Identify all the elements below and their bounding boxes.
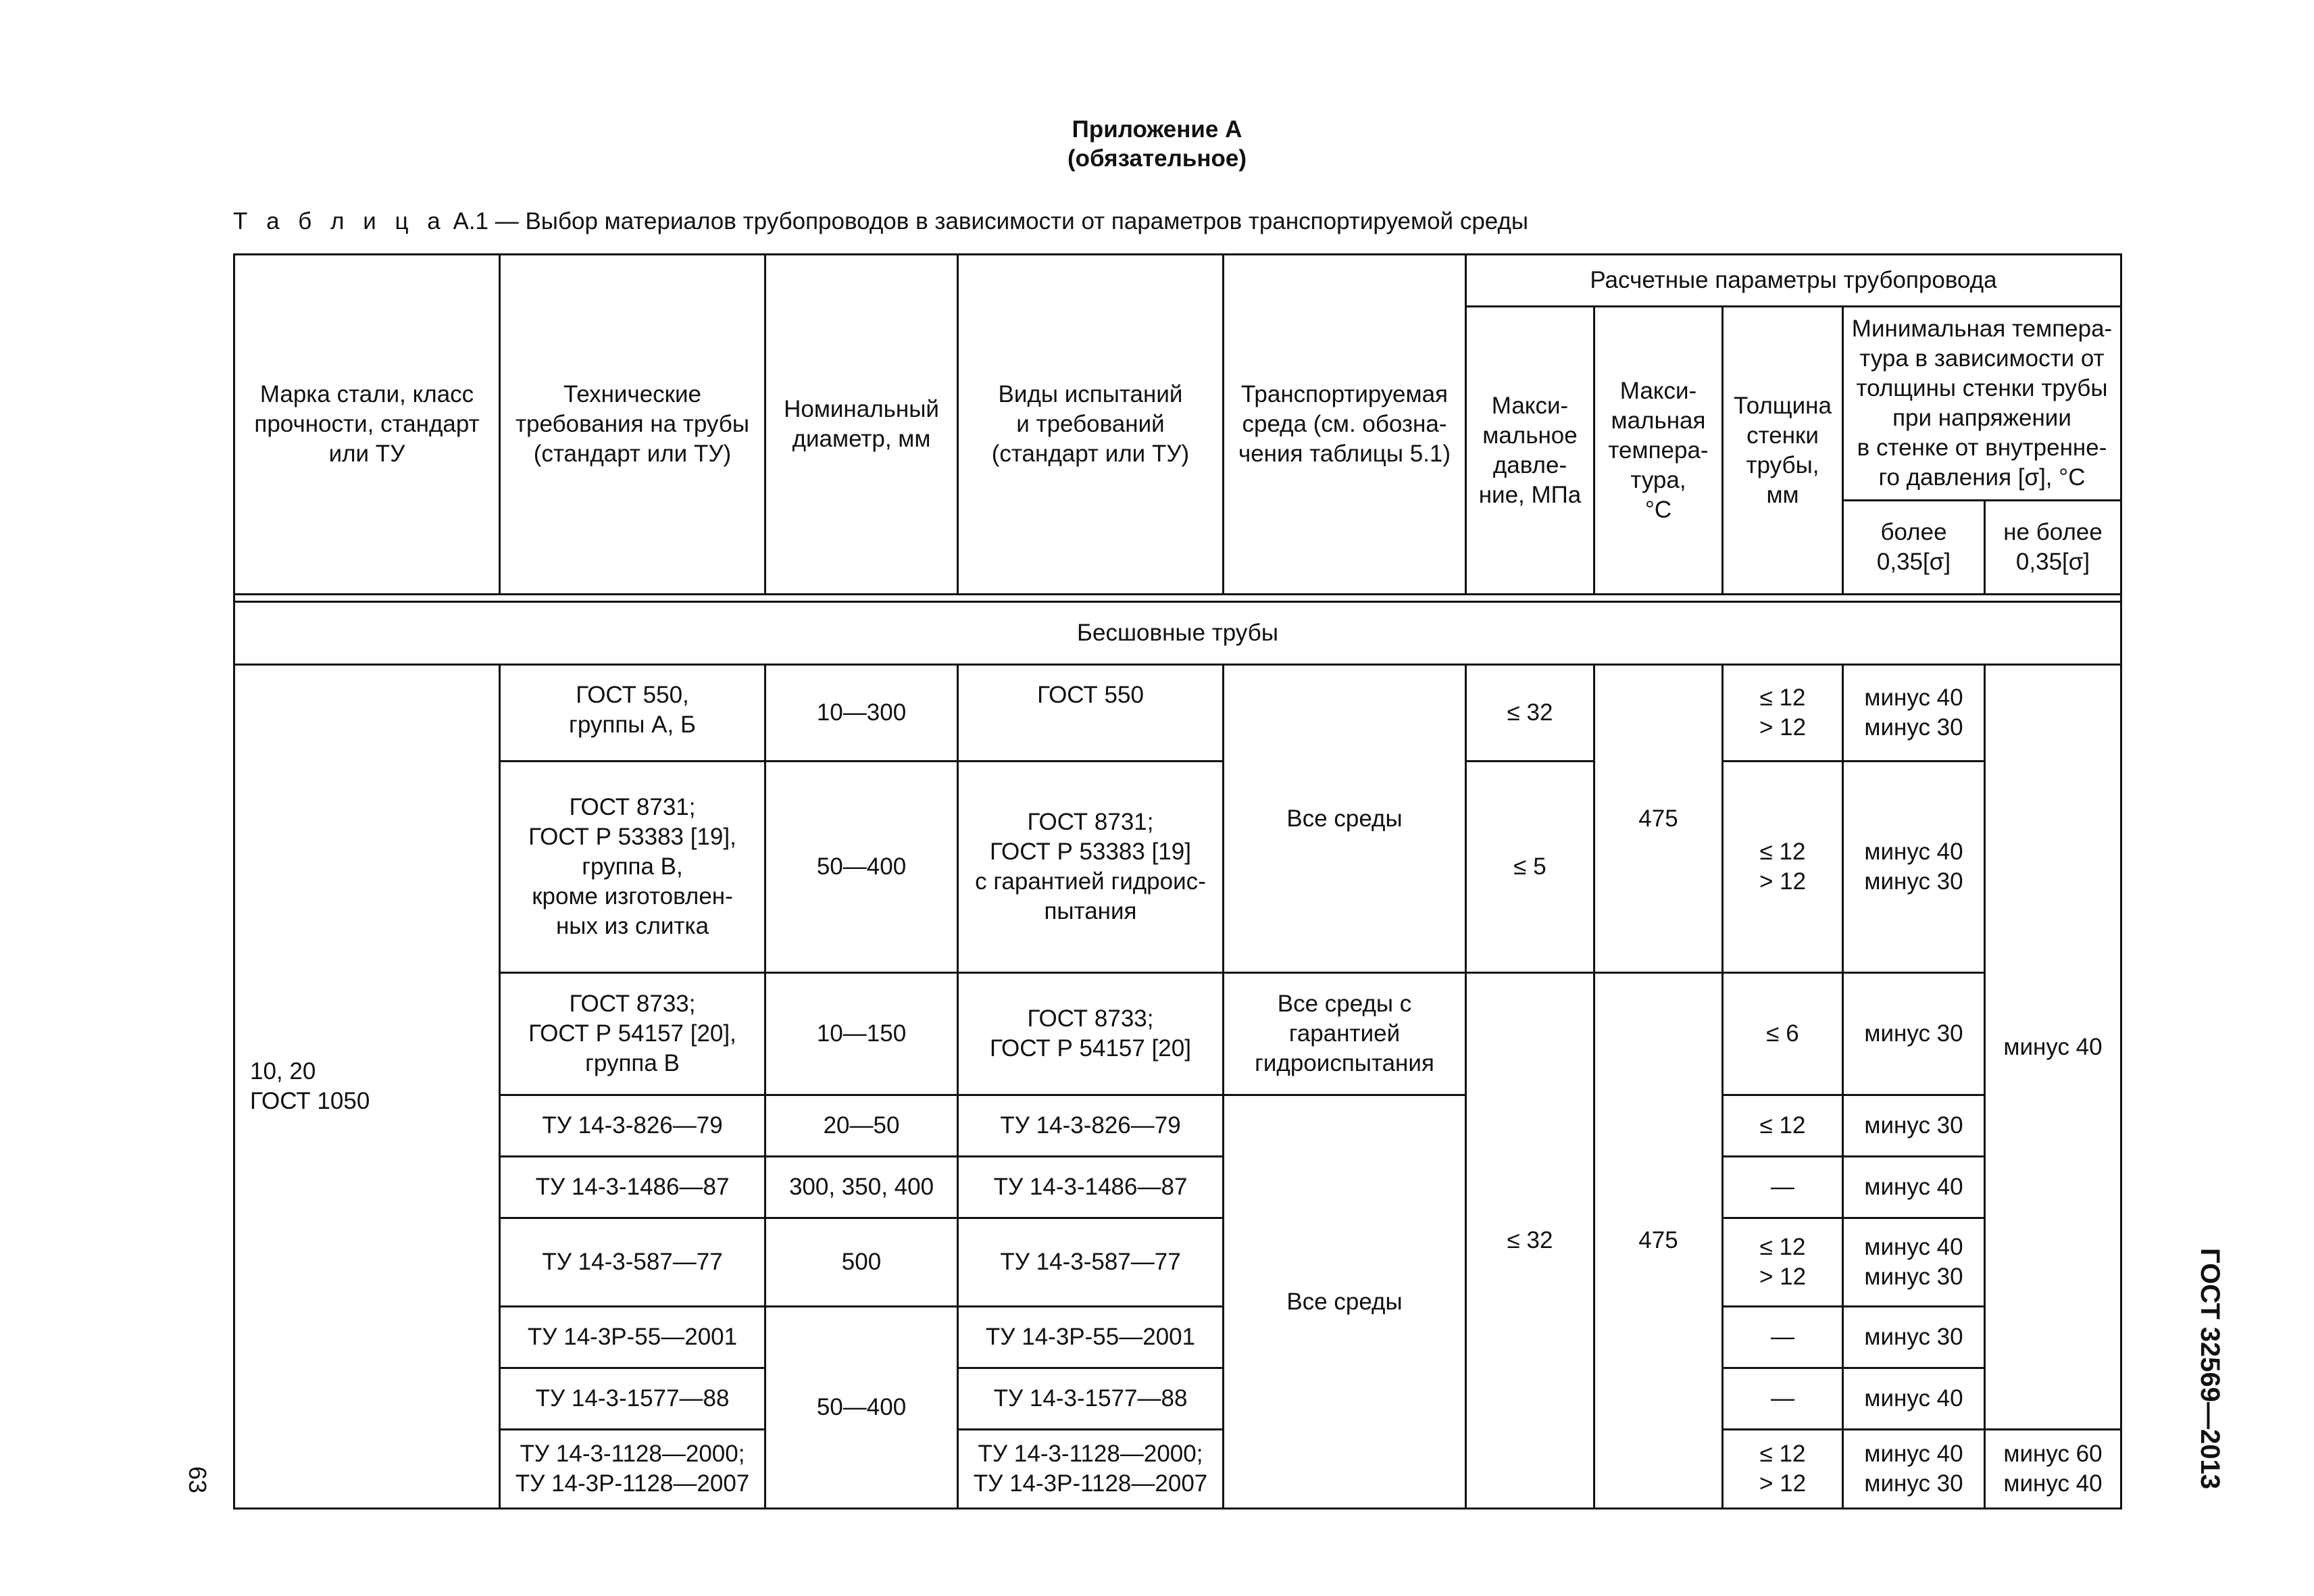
caption-label: Т а б л и ц а bbox=[233, 208, 447, 234]
tests-cell: ГОСТ 550 bbox=[958, 665, 1224, 762]
table-row bbox=[234, 1157, 2121, 1218]
pressure-cell: ≤ 32 bbox=[1466, 665, 1594, 762]
table-row bbox=[234, 973, 2121, 1095]
tests-cell: ТУ 14-3-1486—87 bbox=[958, 1157, 1224, 1218]
wall-cell: ≤ 12 > 12 bbox=[1723, 1430, 1843, 1509]
table-row bbox=[234, 665, 2121, 762]
tech-cell: ТУ 14-3-1486—87 bbox=[500, 1157, 765, 1218]
table-row bbox=[234, 1430, 2121, 1509]
diameter-cell: 50—400 bbox=[765, 762, 958, 973]
steel-grade: 10, 20 ГОСТ 1050 bbox=[234, 665, 500, 1509]
wall-cell: ≤ 12 > 12 bbox=[1723, 665, 1843, 762]
over-cell: минус 30 bbox=[1843, 1095, 1985, 1157]
header-over: более 0,35[σ] bbox=[1843, 501, 1985, 595]
wall-cell: — bbox=[1723, 1368, 1843, 1430]
wall-cell: ≤ 12 > 12 bbox=[1723, 1218, 1843, 1307]
diameter-cell: 10—300 bbox=[765, 665, 958, 762]
header-tests: Виды испытаний и требований (стандарт или ТУ) bbox=[958, 255, 1224, 595]
tests-cell: ГОСТ 8733; ГОСТ Р 54157 [20] bbox=[958, 973, 1224, 1095]
tech-cell: ТУ 14-3-587—77 bbox=[500, 1218, 765, 1307]
medium-cell: Все среды bbox=[1224, 1095, 1466, 1509]
temp-cell: 475 bbox=[1594, 665, 1723, 973]
wall-cell: ≤ 12 > 12 bbox=[1723, 762, 1843, 973]
document-code-text: ГОСТ 32569—2013 bbox=[2194, 1247, 2225, 1489]
wall-cell: — bbox=[1723, 1157, 1843, 1218]
over-cell: минус 40 bbox=[1843, 1368, 1985, 1430]
header-tech: Технические требования на трубы (стандарт или ТУ) bbox=[500, 255, 765, 595]
header-max-temp: Макси- мальная темпера- тура, °С bbox=[1594, 307, 1723, 595]
header-gap bbox=[234, 595, 2121, 602]
header-row-1 bbox=[234, 255, 2121, 307]
page-number-text: 63 bbox=[183, 1466, 211, 1494]
header-not-over: не более 0,35[σ] bbox=[1985, 501, 2121, 595]
tech-cell: ТУ 14-3Р-55—2001 bbox=[500, 1307, 765, 1368]
appendix-title: Приложение А bbox=[1072, 116, 1242, 143]
document-code bbox=[2189, 1247, 2230, 1490]
pressure-cell: ≤ 32 bbox=[1466, 973, 1594, 1509]
medium-cell: Все среды bbox=[1224, 665, 1466, 973]
tests-cell: ТУ 14-3-1128—2000; ТУ 14-3Р-1128—2007 bbox=[958, 1430, 1224, 1509]
tech-cell: ГОСТ 550, группы А, Б bbox=[500, 665, 765, 762]
table-row bbox=[234, 1095, 2121, 1157]
tests-cell: ТУ 14-3-1577—88 bbox=[958, 1368, 1224, 1430]
header-calc-params: Расчетные параметры трубопровода bbox=[1466, 255, 2121, 307]
table-row bbox=[234, 1307, 2121, 1368]
over-cell: минус 40 минус 30 bbox=[1843, 762, 1985, 973]
section-title: Бесшовные трубы bbox=[234, 602, 2121, 665]
medium-cell: Все среды с гарантией гидроиспытания bbox=[1224, 973, 1466, 1095]
over-cell: минус 30 bbox=[1843, 1307, 1985, 1368]
temp-cell: 475 bbox=[1594, 973, 1723, 1509]
over-cell: минус 40 минус 30 bbox=[1843, 665, 1985, 762]
appendix-status: (обязательное) bbox=[1067, 145, 1247, 172]
wall-cell: ≤ 6 bbox=[1723, 973, 1843, 1095]
header-steel: Марка стали, класс прочности, стандарт или ТУ bbox=[234, 255, 500, 595]
caption-text: А.1 — Выбор материалов трубопроводов в зависимости от параметров транспортируемой среды bbox=[453, 208, 1529, 234]
tech-cell: ТУ 14-3-1577—88 bbox=[500, 1368, 765, 1430]
wall-cell: ≤ 12 bbox=[1723, 1095, 1843, 1157]
tests-cell: ТУ 14-3-826—79 bbox=[958, 1095, 1224, 1157]
page-number bbox=[177, 1453, 218, 1507]
diameter-cell: 500 bbox=[765, 1218, 958, 1307]
table-caption bbox=[233, 208, 1528, 235]
table-row bbox=[234, 1368, 2121, 1430]
gap-cell bbox=[234, 595, 2121, 602]
over-cell: минус 40 bbox=[1843, 1157, 1985, 1218]
tech-cell: ГОСТ 8731; ГОСТ Р 53383 [19], группа В, кроме изготовлен- ных из слитка bbox=[500, 762, 765, 973]
tests-cell: ТУ 14-3-587—77 bbox=[958, 1218, 1224, 1307]
over-cell: минус 40 минус 30 bbox=[1843, 1218, 1985, 1307]
over-cell: минус 40 минус 30 bbox=[1843, 1430, 1985, 1509]
wall-cell: — bbox=[1723, 1307, 1843, 1368]
tech-cell: ГОСТ 8733; ГОСТ Р 54157 [20], группа В bbox=[500, 973, 765, 1095]
tech-cell: ТУ 14-3-826—79 bbox=[500, 1095, 765, 1157]
not-over-cell: минус 60 минус 40 bbox=[1985, 1430, 2121, 1509]
table-row bbox=[234, 1218, 2121, 1307]
not-over-cell: минус 40 bbox=[1985, 665, 2121, 1430]
pressure-cell: ≤ 5 bbox=[1466, 762, 1594, 973]
diameter-cell: 10—150 bbox=[765, 973, 958, 1095]
header-wall: Толщина стенки трубы, мм bbox=[1723, 307, 1843, 595]
materials-table bbox=[233, 253, 2122, 1510]
diameter-cell: 50—400 bbox=[765, 1307, 958, 1509]
header-min-temp: Минимальная темпера- тура в зависимости от толщины стенки трубы при напряжении в стенке от внутренне- го давления [σ], °С bbox=[1843, 307, 2121, 501]
tests-cell: ГОСТ 8731; ГОСТ Р 53383 [19] с гарантией гидроис- пытания bbox=[958, 762, 1224, 973]
diameter-cell: 300, 350, 400 bbox=[765, 1157, 958, 1218]
header-max-pressure: Макси- мальное давле- ние, МПа bbox=[1466, 307, 1594, 595]
tests-cell: ТУ 14-3Р-55—2001 bbox=[958, 1307, 1224, 1368]
diameter-cell: 20—50 bbox=[765, 1095, 958, 1157]
tech-cell: ТУ 14-3-1128—2000; ТУ 14-3Р-1128—2007 bbox=[500, 1430, 765, 1509]
over-cell: минус 30 bbox=[1843, 973, 1985, 1095]
header-diameter: Номинальный диаметр, мм bbox=[765, 255, 958, 595]
section-row bbox=[234, 602, 2121, 665]
table-row bbox=[234, 762, 2121, 973]
header-medium: Транспортируемая среда (см. обозна- чения таблицы 5.1) bbox=[1224, 255, 1466, 595]
